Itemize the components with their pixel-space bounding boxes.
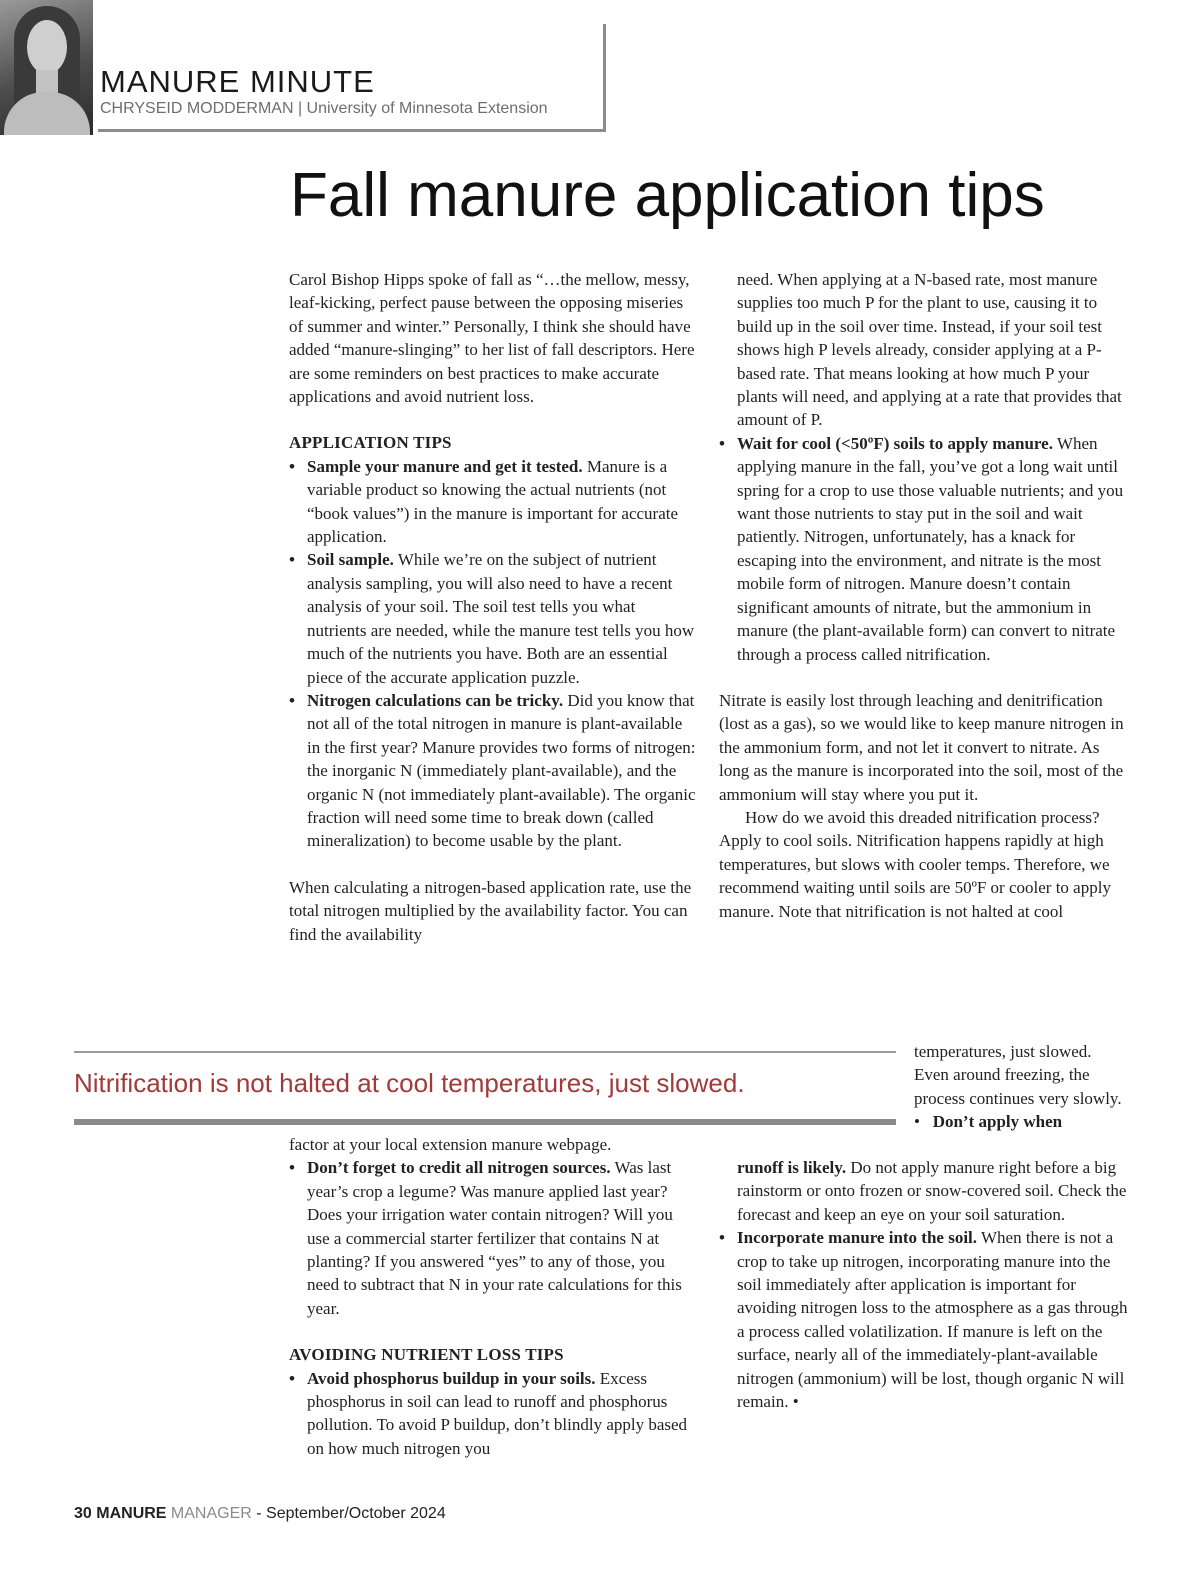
header-rule-vertical (603, 24, 606, 132)
application-tips-list (289, 455, 699, 853)
list-item-continued: runoff is likely. Do not apply manure right before a big rainstorm or onto frozen or snow-covered soil. Check the forecast and keep an eye on your soil saturation. (737, 1158, 1127, 1224)
right-column-top (719, 268, 1127, 923)
column-name: MANURE MINUTE (100, 64, 375, 99)
right-column-wrap (914, 1040, 1128, 1134)
nitrate-paragraph: Nitrate is easily lost through leaching and denitrification (lost as a gas), so we would like to keep manure nitrogen in the ammonium form, and not let it convert to nitrate. As long as the manure is incorporated into the soil, most of the ammonium will stay where you put it. (719, 690, 1124, 804)
nutrient-loss-heading: AVOIDING NUTRIENT LOSS TIPS (289, 1345, 564, 1365)
article-title: Fall manure application tips (290, 161, 1045, 230)
left-column-bottom (289, 1133, 699, 1460)
list-item: • Nitrogen calculations can be tricky. Did you know that not all of the total nitrogen in manure is plant-available in the first year? Manure provides two forms of nitrogen: the inorganic N (immediately plant-available), and the organic N (not immediately plant-available). The organic fraction will need some time to break down (called mineralization) to become usable by the plant. (289, 689, 699, 853)
pull-quote: Nitrification is not halted at cool temperatures, just slowed. (74, 1068, 745, 1098)
author-photo (0, 0, 93, 135)
page-footer (74, 1505, 446, 1523)
header-rule-horizontal (98, 129, 606, 132)
list-item-continued: need. When applying at a N-based rate, most manure supplies too much P for the plant to use, causing it to build up in the soil over time. Instead, if your soil test shows high P levels already, consider applying at a P-based rate. That means looking at how much P your plants will need, and applying at a rate that provides that amount of P. (737, 270, 1122, 430)
list-item: • Soil sample. While we’re on the subject of nutrient analysis sampling, you will also need to have a recent analysis of your soil. The soil test tells you what nutrients are needed, while the manure test tells you how much of the nutrients you have. Both are an essential piece of the accurate application puzzle. (289, 548, 699, 688)
runoff-bullet-start: • Don’t apply when (914, 1112, 1063, 1132)
nitrification-paragraph: How do we avoid this dreaded nitrification process? Apply to cool soils. Nitrification happens rapidly at high temperatures, but slows with cooler temps. Therefore, we recommend waiting until soils are 50ºF or cooler to apply manure. Note that nitrification is not halted at cool (719, 807, 1111, 921)
nitrification-paragraph-continued: temperatures, just slowed. Even around freezing, the process continues very slowly. (914, 1042, 1122, 1108)
list-item-continued: factor at your local extension manure webpage. (289, 1135, 612, 1154)
magazine-name-part1: MANURE (96, 1505, 167, 1522)
application-tips-heading: APPLICATION TIPS (289, 433, 452, 453)
issue-date: - September/October 2024 (256, 1505, 446, 1522)
calculation-paragraph: When calculating a nitrogen-based application rate, use the total nitrogen multiplied by the availability factor. You can find the availability (289, 877, 692, 944)
list-item: • Wait for cool (<50ºF) soils to apply manure. When applying manure in the fall, you’ve got a long wait until spring for a crop to use those valuable nutrients; and you want those nutrients to stay put in the soil and wait patiently. Nitrogen, unfortunately, has a knack for escaping into the environment, and nitrate is the most mobile form of nitrogen. Manure doesn’t contain significant amounts of nitrate, but the ammonium in manure (the plant-available form) can convert to nitrate through a process called nitrification. (719, 432, 1127, 666)
list-item: • Don’t forget to credit all nitrogen sources. Was last year’s crop a legume? Was manure applied last year? Does your irrigation water contain nitrogen? Will you use a commercial starter fertilizer that contains N at planting? If you answered “yes” to any of those, you need to subtract that N in your rate calculations for this year. (289, 1156, 699, 1320)
pull-quote-rule-top (74, 1051, 896, 1053)
intro-paragraph: Carol Bishop Hipps spoke of fall as “…the mellow, messy, leaf-kicking, perfect pause between the opposing miseries of summer and winter.” Personally, I think she should have added “manure-slinging” to her list of fall descriptors. Here are some reminders on best practices to make accurate applications and avoid nutrient loss. (289, 270, 695, 407)
list-item: • Incorporate manure into the soil. When there is not a crop to take up nitrogen, incorporating manure into the soil immediately after application is important for avoiding nitrogen loss to the atmosphere as a gas through a process called volatilization. If manure is left on the surface, nearly all of the immediately-plant-available nitrogen (ammonium) will be lost, though organic N will remain. • (719, 1226, 1129, 1413)
list-item: • Avoid phosphorus buildup in your soils. Excess phosphorus in soil can lead to runoff and phosphorus pollution. To avoid P buildup, don’t blindly apply based on how much nitrogen you (289, 1367, 699, 1461)
page-number: 30 (74, 1505, 92, 1522)
list-item: • Sample your manure and get it tested. Manure is a variable product so knowing the actual nutrients (not “book values”) in the manure is important for accurate application. (289, 455, 699, 549)
left-column-top (289, 268, 699, 946)
byline: CHRYSEID MODDERMAN | University of Minnesota Extension (100, 100, 548, 117)
phosphorus-continued-list (719, 268, 1127, 666)
right-column-bottom (719, 1156, 1129, 1413)
magazine-name-part2: MANAGER (170, 1505, 252, 1522)
pull-quote-rule-bottom (74, 1119, 896, 1125)
